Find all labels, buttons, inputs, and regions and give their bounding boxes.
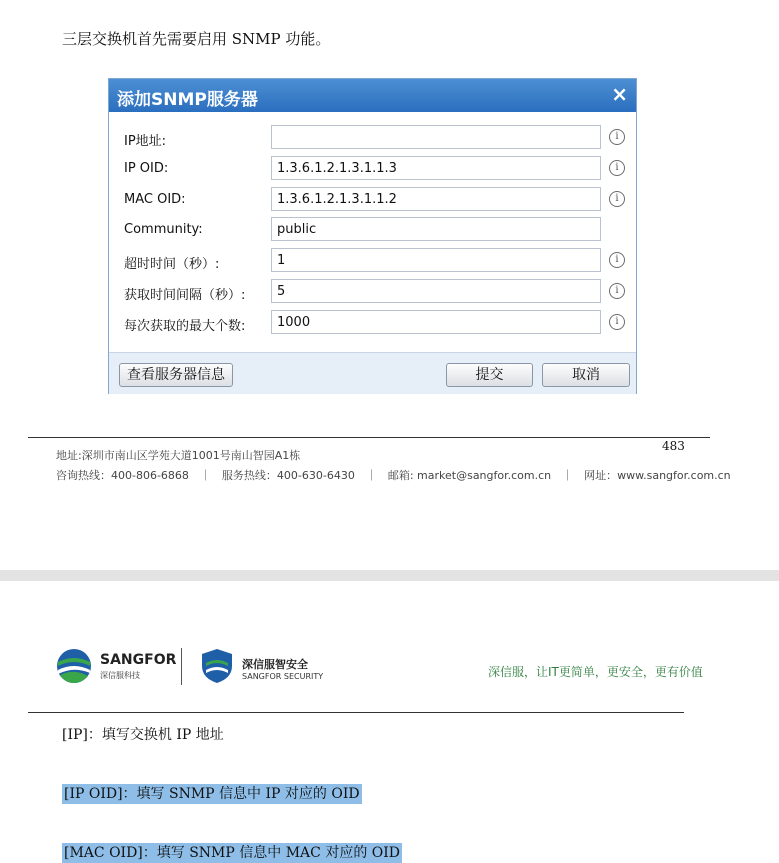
max-count-label: 每次获取的最大个数: [124, 319, 246, 334]
submit-button[interactable]: 提交 [446, 363, 533, 387]
max-count-input[interactable]: 1000 [271, 310, 601, 334]
community-input[interactable]: public [271, 217, 601, 241]
paragraph-ip: [IP]：填写交换机 IP 地址 [62, 727, 224, 743]
add-snmp-server-dialog [108, 78, 637, 394]
cancel-button[interactable]: 取消 [542, 363, 630, 387]
logo1-sub: 深信服科技 [100, 671, 140, 680]
community-label: Community: [124, 222, 203, 237]
interval-label: 获取时间间隔（秒）: [124, 288, 246, 303]
footer-contacts: 咨询热线：400-806-6868 ｜ 服务热线：400-630-6430 ｜ 邮箱: market@sangfor.com.cn ｜ 网址：www.sangfor.com.cn [56, 469, 731, 482]
info-icon[interactable]: i [609, 129, 625, 145]
ip-oid-label: IP OID: [124, 161, 169, 176]
footer-address: 地址:深圳市南山区学苑大道1001号南山智园A1栋 [56, 449, 301, 462]
view-server-info-button[interactable]: 查看服务器信息 [119, 363, 233, 387]
sangfor-logo-icon [56, 648, 92, 684]
interval-input[interactable]: 5 [271, 279, 601, 303]
dialog-footer [109, 352, 636, 394]
logo2-sub: SANGFOR SECURITY [242, 672, 324, 681]
paragraph-ip-oid: [IP OID]：填写 SNMP 信息中 IP 对应的 OID [64, 786, 360, 802]
intro-text: 三层交换机首先需要启用 SNMP 功能。 [62, 30, 331, 48]
info-icon[interactable]: i [609, 314, 625, 330]
logo-divider [181, 648, 182, 685]
snmp-form [109, 112, 636, 352]
close-icon[interactable]: × [611, 82, 628, 106]
ip-oid-input[interactable]: 1.3.6.1.2.1.3.1.1.3 [271, 156, 601, 180]
slogan: 深信服，让IT更简单，更安全，更有价值 [488, 665, 703, 679]
dialog-titlebar [109, 79, 636, 112]
page-number: 483 [662, 439, 685, 453]
mac-oid-input[interactable]: 1.3.6.1.2.1.3.1.1.2 [271, 187, 601, 211]
ip-address-input[interactable] [271, 125, 601, 149]
info-icon[interactable]: i [609, 252, 625, 268]
footer-rule [28, 437, 710, 438]
ip-address-label: IP地址: [124, 134, 167, 149]
timeout-input[interactable]: 1 [271, 248, 601, 272]
timeout-label: 超时时间（秒）: [124, 257, 220, 272]
logo1-name: SANGFOR [100, 652, 177, 668]
logo2-name: 深信服智安全 [242, 658, 308, 671]
header-rule [28, 712, 684, 713]
paragraph-mac-oid: [MAC OID]：填写 SNMP 信息中 MAC 对应的 OID [64, 845, 400, 861]
security-shield-icon [200, 648, 234, 684]
dialog-title: 添加SNMP服务器 [117, 90, 258, 110]
info-icon[interactable]: i [609, 160, 625, 176]
mac-oid-label: MAC OID: [124, 192, 186, 207]
info-icon[interactable]: i [609, 283, 625, 299]
page-gap [0, 570, 779, 581]
info-icon[interactable]: i [609, 191, 625, 207]
